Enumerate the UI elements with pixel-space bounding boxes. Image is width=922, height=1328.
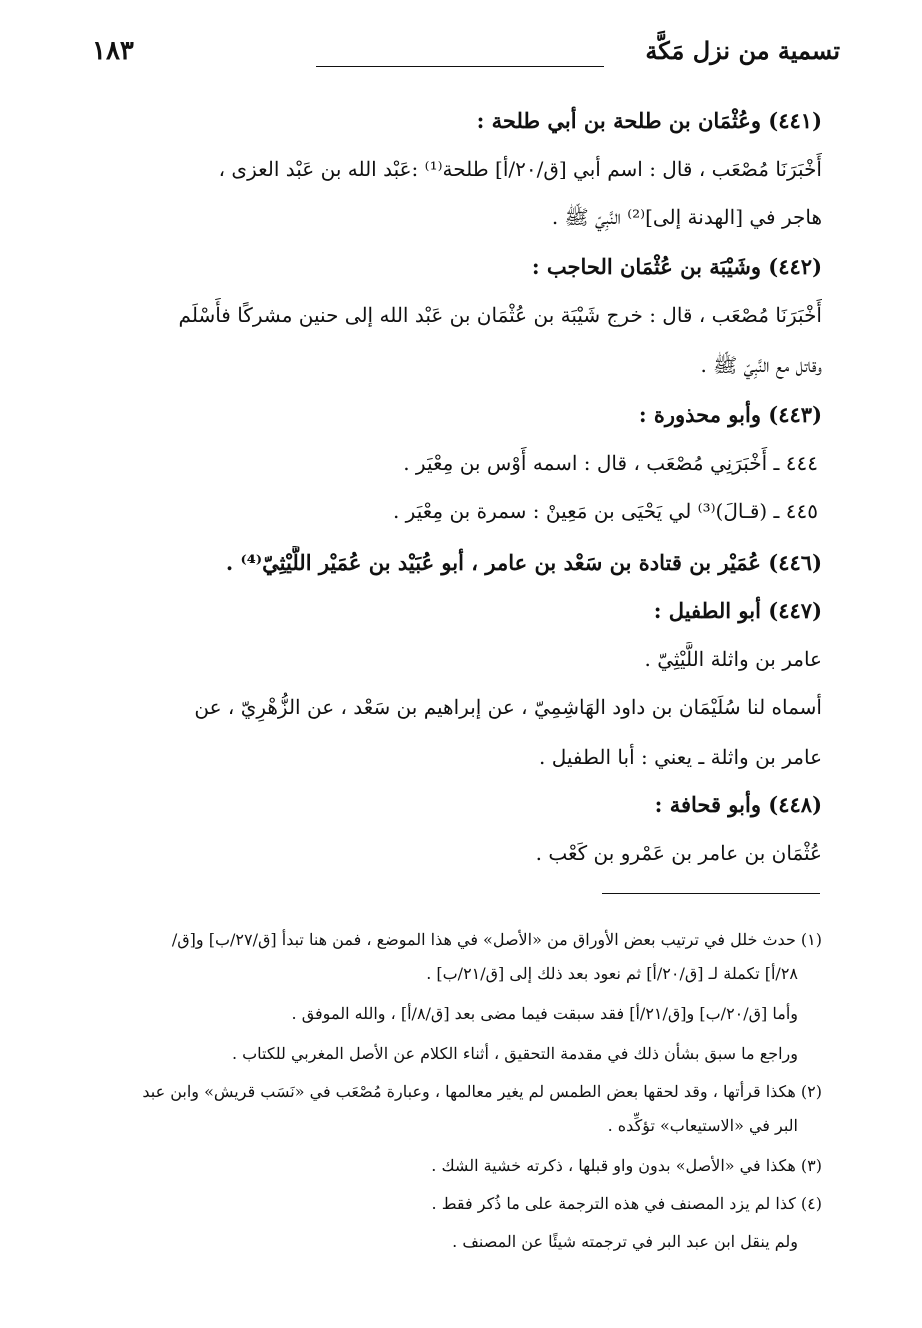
footnote-line: وراجع ما سبق بشأن ذلك في مقدمة التحقيق ، أثناء الكلام عن الأصل المغربي للكتاب . [231,1044,798,1063]
footnote-line: البر في «الاستيعاب» تؤكِّده . [607,1116,798,1135]
footnote-4: (٤) كذا لم يزد المصنف في هذه الترجمة على ما ذُكر فقط . [431,1194,822,1213]
entry-heading-443: (٤٤٣) وأبو محذورة : [638,402,822,427]
footnote-separator [602,893,820,894]
page-header [84,36,840,82]
footnote-2: (٢) هكذا قرأتها ، وقد لحقها بعض الطمس لم يغير معالمها ، وعبارة مُصْعَب في «نَسَب قريش» وابن عبد [142,1082,822,1101]
entry-heading-441: (٤٤١) وعُثْمَان بن طلحة بن أبي طلحة : [476,108,822,133]
body-line: أَخْبَرَنَا مُصْعَب ، قال : اسم أبي [ق/٢٠/أ] طلحة⁽¹⁾ :عَبْد الله بن عَبْد العزى ، [218,157,822,181]
entry-heading-448: (٤٤٨) وأبو قحافة : [654,792,822,817]
body-line: ٤٤٤ ـ أَخْبَرَنِي مُصْعَب ، قال : اسمه أَوْس بن مِعْيَر . [403,451,818,475]
footnote-1: (١) حدث خلل في ترتيب بعض الأوراق من «الأصل» في هذا الموضع ، فمن هنا تبدأ [ق/٢٧/ب] و[ق/ [171,930,822,949]
body-line: عامر بن واثلة اللَّيْثِيّ . [644,647,822,671]
running-title: تسمية من نزل مَكَّة [645,36,840,65]
entry-heading-447: (٤٤٧) أبو الطفيل : [653,598,822,623]
body-line: أَخْبَرَنَا مُصْعَب ، قال : خرج شَيْبَة بن عُثْمَان بن عَبْد الله إلى حنين مشركًا فأَسْلَم [178,303,822,327]
footnote-line: ولم ينقل ابن عبد البر في ترجمته شيئًا عن المصنف . [452,1232,798,1251]
body-line: عُثْمَان بن عامر بن عَمْرو بن كَعْب . [535,841,822,865]
footnote-line: ٢٨/أ] تكملة لـ [ق/٢٠/أ] ثم نعود بعد ذلك إلى [ق/٢١/ب] . [426,964,798,983]
body-line: عامر بن واثلة ـ يعني : أبا الطفيل . [539,745,822,769]
body-line: أسماه لنا سُلَيْمَان بن داود الهَاشِمِيّ ، عن إبراهيم بن سَعْد ، عن الزُّهْرِيّ ، عن [194,695,822,719]
body-line: ٤٤٥ ـ (قـالَ)⁽³⁾ لي يَحْيَى بن مَعِينْ : سمرة بن مِعْيَر . [392,499,818,523]
footnote-line: وأما [ق/٢٠/ب] و[ق/٢١/أ] فقد سبقت فيما مضى بعد [ق/٨/أ] ، والله الموفق . [291,1004,798,1023]
footnote-3: (٣) هكذا في «الأصل» بدون واو قبلها ، ذكرته خشية الشك . [431,1156,822,1175]
header-rule [316,66,604,67]
entry-heading-442: (٤٤٢) وشَيْبَة بن عُثْمَان الحاجب : [531,254,822,279]
entry-heading-446: (٤٤٦) عُمَيْر بن قتادة بن سَعْد بن عامر ، أبو عُبَيْد بن عُمَيْر اللَّيْثِيّ⁽⁴⁾ . [225,550,822,575]
page-number: ١٨٣ [92,36,134,66]
body-line: هاجر في [الهدنة إلى]⁽²⁾ النَّبِيّ ﷺ . [551,205,822,229]
body-line: وقاتل مع النَّبِيّ ﷺ . [700,353,822,377]
